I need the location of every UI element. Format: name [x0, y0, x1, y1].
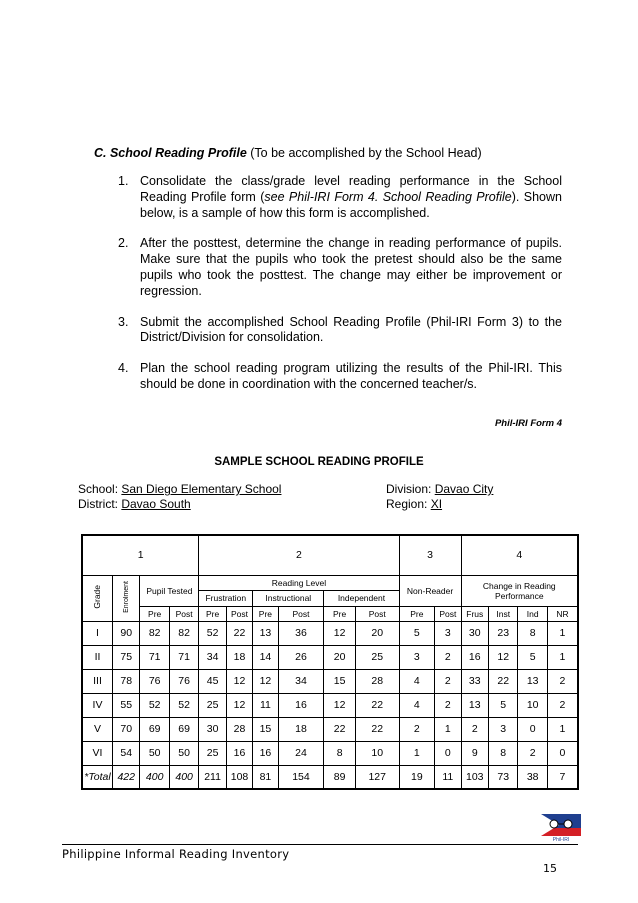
value-cell: 16 — [278, 693, 324, 717]
value-cell: 1 — [547, 717, 578, 741]
total-row — [82, 765, 578, 789]
value-cell: 16 — [253, 741, 278, 765]
value-cell: 82 — [169, 621, 198, 645]
frustration-header: Frustration — [199, 590, 253, 606]
value-cell: 33 — [461, 669, 488, 693]
value-cell: 30 — [461, 621, 488, 645]
total-cell: 38 — [518, 765, 547, 789]
value-cell: 1 — [435, 717, 461, 741]
pre-header: Pre — [253, 606, 278, 621]
value-cell: 16 — [461, 645, 488, 669]
table-row — [82, 535, 578, 575]
group-2-header: 2 — [199, 535, 399, 575]
value-cell: 52 — [169, 693, 198, 717]
independent-header: Independent — [324, 590, 399, 606]
ind-header: Ind — [518, 606, 547, 621]
frus-header: Frus — [461, 606, 488, 621]
value-cell: 82 — [140, 621, 169, 645]
form-label: Phil-IRI Form 4 — [494, 418, 562, 429]
table-row — [82, 645, 578, 669]
school-info — [78, 482, 281, 496]
value-cell: 18 — [226, 645, 252, 669]
total-cell: 211 — [199, 765, 226, 789]
enrolment-header-text: Enrolment — [122, 581, 130, 613]
grade-cell: V — [82, 717, 112, 741]
value-cell: 3 — [435, 621, 461, 645]
value-cell: 4 — [399, 693, 435, 717]
school-value: San Diego Elementary School — [121, 482, 282, 496]
list-item-italic: see Phil-IRI Form 4. School Reading Profile — [264, 189, 512, 204]
value-cell: 1 — [399, 741, 435, 765]
list-item — [118, 315, 562, 347]
group-3-header: 3 — [399, 535, 461, 575]
document-title: SAMPLE SCHOOL READING PROFILE — [214, 456, 424, 468]
total-cell: 400 — [140, 765, 169, 789]
value-cell: 4 — [399, 669, 435, 693]
value-cell: 20 — [324, 645, 356, 669]
list-item-text: After the posttest, determine the change in reading performance of pupils. Make sure that the pupils who took the pretest should also be the same pupils who took the posttest. The change may either be improvement or regression. — [140, 236, 562, 298]
total-cell: 422 — [112, 765, 139, 789]
grade-cell: IV — [82, 693, 112, 717]
pre-header: Pre — [140, 606, 169, 621]
post-header: Post — [226, 606, 252, 621]
value-cell: 12 — [253, 669, 278, 693]
pre-header: Pre — [399, 606, 435, 621]
page-number: 15 — [543, 862, 557, 875]
total-cell: 81 — [253, 765, 278, 789]
total-cell: 73 — [488, 765, 517, 789]
table-row — [82, 693, 578, 717]
value-cell: 12 — [488, 645, 517, 669]
value-cell: 76 — [169, 669, 198, 693]
division-info — [386, 482, 493, 496]
total-cell: 11 — [435, 765, 461, 789]
list-item-text: Plan the school reading program utilizing the results of the Phil-IRI. This should be done in coordination with the concerned teacher/s. — [140, 361, 562, 391]
table-row — [82, 669, 578, 693]
value-cell: 69 — [140, 717, 169, 741]
value-cell: 52 — [199, 621, 226, 645]
list-item-number: 2. — [118, 236, 129, 251]
value-cell: 5 — [488, 693, 517, 717]
value-cell: 34 — [199, 645, 226, 669]
table-row — [82, 717, 578, 741]
value-cell: 5 — [399, 621, 435, 645]
value-cell: 2 — [435, 693, 461, 717]
instructional-header: Instructional — [253, 590, 324, 606]
value-cell: 8 — [324, 741, 356, 765]
value-cell: 52 — [140, 693, 169, 717]
value-cell: 12 — [226, 693, 252, 717]
value-cell: 11 — [253, 693, 278, 717]
value-cell: 9 — [461, 741, 488, 765]
table-row — [82, 606, 578, 621]
inst-header: Inst — [488, 606, 517, 621]
value-cell: 8 — [518, 621, 547, 645]
grade-cell: II — [82, 645, 112, 669]
value-cell: 34 — [278, 669, 324, 693]
division-value: Davao City — [434, 482, 494, 496]
group-1-header: 1 — [82, 535, 199, 575]
value-cell: 13 — [518, 669, 547, 693]
value-cell: 2 — [518, 741, 547, 765]
district-info — [78, 497, 191, 511]
post-header: Post — [435, 606, 461, 621]
value-cell: 26 — [278, 645, 324, 669]
value-cell: 25 — [199, 693, 226, 717]
value-cell: 13 — [461, 693, 488, 717]
value-cell: 54 — [112, 741, 139, 765]
value-cell: 22 — [488, 669, 517, 693]
division-label: Division: — [386, 482, 432, 496]
list-item — [118, 174, 562, 221]
value-cell: 50 — [140, 741, 169, 765]
value-cell: 2 — [435, 645, 461, 669]
value-cell: 70 — [112, 717, 139, 741]
value-cell: 16 — [226, 741, 252, 765]
total-cell: 103 — [461, 765, 488, 789]
list-item-number: 1. — [118, 174, 129, 188]
value-cell: 30 — [199, 717, 226, 741]
section-heading-title: C. School Reading Profile — [94, 146, 247, 160]
nr-header: NR — [547, 606, 578, 621]
value-cell: 0 — [547, 741, 578, 765]
value-cell: 2 — [547, 693, 578, 717]
table-row — [82, 575, 578, 590]
value-cell: 69 — [169, 717, 198, 741]
table-body — [82, 621, 578, 765]
value-cell: 2 — [435, 669, 461, 693]
post-header: Post — [169, 606, 198, 621]
value-cell: 12 — [226, 669, 252, 693]
section-heading — [94, 146, 482, 160]
value-cell: 76 — [140, 669, 169, 693]
grade-cell: III — [82, 669, 112, 693]
value-cell: 36 — [278, 621, 324, 645]
value-cell: 25 — [199, 741, 226, 765]
phil-iri-logo-icon — [539, 812, 583, 842]
value-cell: 10 — [518, 693, 547, 717]
table-row — [82, 621, 578, 645]
value-cell: 2 — [547, 669, 578, 693]
grade-cell: I — [82, 621, 112, 645]
region-info — [386, 497, 442, 511]
value-cell: 78 — [112, 669, 139, 693]
reading-level-header: Reading Level — [199, 575, 399, 590]
list-item — [118, 236, 562, 299]
list-item-number: 3. — [118, 314, 129, 329]
value-cell: 50 — [169, 741, 198, 765]
change-header: Change in Reading Performance — [461, 575, 578, 606]
pre-header: Pre — [199, 606, 226, 621]
total-cell: 7 — [547, 765, 578, 789]
pre-header: Pre — [324, 606, 356, 621]
district-label: District: — [78, 497, 118, 511]
school-label: School: — [78, 482, 119, 496]
value-cell: 22 — [226, 621, 252, 645]
value-cell: 5 — [518, 645, 547, 669]
value-cell: 8 — [488, 741, 517, 765]
grade-header — [82, 575, 112, 621]
table-row — [82, 741, 578, 765]
post-header: Post — [355, 606, 399, 621]
value-cell: 2 — [461, 717, 488, 741]
value-cell: 10 — [355, 741, 399, 765]
svg-text:Phil-IRI: Phil-IRI — [552, 837, 570, 842]
value-cell: 15 — [324, 669, 356, 693]
section-heading-note: (To be accomplished by the School Head) — [246, 146, 482, 160]
non-reader-header: Non-Reader — [399, 575, 461, 606]
reading-profile-table — [81, 534, 579, 790]
value-cell: 14 — [253, 645, 278, 669]
list-item-text-after: ). Shown below, is a sample of how this form is accomplished. — [140, 189, 562, 220]
value-cell: 22 — [355, 693, 399, 717]
value-cell: 1 — [547, 645, 578, 669]
value-cell: 12 — [324, 693, 356, 717]
total-cell: *Total — [82, 765, 112, 789]
value-cell: 28 — [355, 669, 399, 693]
value-cell: 13 — [253, 621, 278, 645]
enrolment-header — [112, 575, 139, 621]
value-cell: 28 — [226, 717, 252, 741]
region-label: Region: — [386, 497, 428, 511]
list-item-text: Consolidate the class/grade level reading performance in the School Reading Profile form ( — [140, 174, 562, 204]
value-cell: 71 — [169, 645, 198, 669]
total-cell: 19 — [399, 765, 435, 789]
value-cell: 3 — [399, 645, 435, 669]
footer-text: Philippine Informal Reading Inventory — [62, 847, 290, 861]
value-cell: 18 — [278, 717, 324, 741]
instruction-list — [118, 174, 562, 408]
value-cell: 24 — [278, 741, 324, 765]
value-cell: 25 — [355, 645, 399, 669]
total-cell: 89 — [324, 765, 356, 789]
value-cell: 1 — [547, 621, 578, 645]
value-cell: 23 — [488, 621, 517, 645]
value-cell: 0 — [435, 741, 461, 765]
total-cell: 400 — [169, 765, 198, 789]
grade-header-text: Grade — [92, 585, 103, 609]
value-cell: 71 — [140, 645, 169, 669]
value-cell: 90 — [112, 621, 139, 645]
list-item-number: 4. — [118, 361, 129, 376]
footer-divider — [62, 844, 578, 845]
region-value: XI — [430, 497, 443, 511]
pupil-tested-header: Pupil Tested — [140, 575, 199, 606]
value-cell: 2 — [399, 717, 435, 741]
value-cell: 15 — [253, 717, 278, 741]
value-cell: 55 — [112, 693, 139, 717]
value-cell: 22 — [355, 717, 399, 741]
grade-cell: VI — [82, 741, 112, 765]
list-item — [118, 361, 562, 393]
list-item-text: Submit the accomplished School Reading Profile (Phil-IRI Form 3) to the District/Division for consolidation. — [140, 314, 562, 345]
total-cell: 154 — [278, 765, 324, 789]
value-cell: 22 — [324, 717, 356, 741]
group-4-header: 4 — [461, 535, 578, 575]
value-cell: 75 — [112, 645, 139, 669]
total-cell: 127 — [355, 765, 399, 789]
value-cell: 3 — [488, 717, 517, 741]
value-cell: 12 — [324, 621, 356, 645]
district-value: Davao South — [121, 497, 191, 511]
total-cell: 108 — [226, 765, 252, 789]
post-header: Post — [278, 606, 324, 621]
value-cell: 45 — [199, 669, 226, 693]
value-cell: 20 — [355, 621, 399, 645]
value-cell: 0 — [518, 717, 547, 741]
